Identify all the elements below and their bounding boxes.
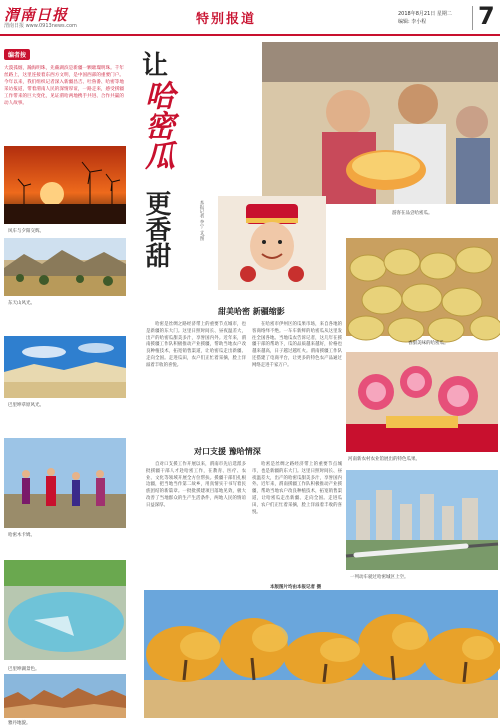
photo-melon-market bbox=[262, 42, 498, 204]
caption-melons: 香甜美味的哈密瓜。 bbox=[408, 341, 449, 346]
page-number: 7 bbox=[478, 2, 495, 30]
editor-note bbox=[4, 42, 124, 107]
photo-melons bbox=[346, 238, 498, 336]
photo-credit: 本版图片均由本报记者 摄 bbox=[270, 585, 322, 590]
editor-note-text: 大漠孤烟，瀚海明珠，先蕨湖滨是新疆一颗璀璨明珠。千年丝路上，这里连接着东西方文明，是中国西部的重要门户。今年以来，我们组织记者深入新疆昌吉、吐鲁番、哈密等地采访报道，带着渭南人民的深情厚谊，一路走来，感受援疆工作带来的巨大变化，见证渭哈两地携手共进、合作共赢的动人故事。 bbox=[4, 66, 124, 106]
section-2-paragraph: 自对口支援工作开展以来，渭南市先后选派多批援疆干部人才赴哈密工作，在教育、医疗、农业、文化等领域开展全方位帮扶。援疆干部们扎根边疆，把当地当作第二故乡，用真情实干书写着民族团结的新篇章。一批批援建项目落地见效，极大改善了当地群众的生产生活条件，两地人民的情谊日益深厚。 bbox=[146, 462, 246, 508]
photo-poplar-forest bbox=[144, 590, 498, 718]
caption-city-train: 一列动车驶过哈密城区上空。 bbox=[350, 575, 409, 580]
title-part-1: 让 bbox=[142, 51, 169, 81]
date-block bbox=[398, 10, 452, 26]
section-2-text-b bbox=[252, 462, 342, 572]
caption-wind: 风车与夕阳交辉。 bbox=[8, 229, 44, 234]
photo-child bbox=[218, 196, 326, 290]
photo-grassland bbox=[4, 336, 126, 398]
photo-lake bbox=[4, 560, 126, 660]
byline: 本报记者 李宁 文/图 bbox=[199, 200, 204, 241]
section-1-text-b bbox=[252, 322, 342, 442]
section-1-title: 甜美哈密 新疆缩影 bbox=[218, 307, 285, 316]
header-divider bbox=[472, 6, 473, 30]
photo-yardang bbox=[4, 674, 126, 718]
title-part-2: 更香甜 bbox=[141, 190, 171, 268]
editor-line: 编辑: 李小程 bbox=[398, 19, 427, 25]
title-highlight: 哈密瓜 bbox=[139, 80, 174, 170]
left-column bbox=[0, 38, 128, 726]
logo-subtitle: 渭南日报 www.0913news.com bbox=[4, 23, 77, 29]
photo-tianshan bbox=[4, 238, 126, 296]
masthead bbox=[0, 0, 500, 36]
newspaper-logo: 渭南日报 bbox=[4, 6, 69, 24]
caption-exhibit: 河南新农村农业馆展出的特色瓜果。 bbox=[348, 457, 420, 462]
photo-dancers bbox=[4, 438, 126, 528]
section-2-title: 对口支援 豫哈情深 bbox=[194, 447, 261, 456]
caption-tianshan: 东天山风光。 bbox=[8, 301, 35, 306]
section-2-text-a bbox=[146, 462, 246, 572]
date-line: 2018年8月21日 星期二 bbox=[398, 11, 452, 17]
caption-dancers: 哈密木卡姆。 bbox=[8, 533, 35, 538]
caption-lake: 巴里坤湖景色。 bbox=[8, 667, 40, 672]
article-title bbox=[139, 51, 190, 270]
right-paragraph: 在哈密市伊州区的瓜果市场，来自各地的客商络绎不绝。一车车新鲜的哈密瓜从这里发往全国各地。当地瓜农告诉记者，这几年在援疆干部的帮助下，瓜的品质越来越好，价格也越来越高，日子越过越红火。渭南援疆工作队还搭建了电商平台，让更多的特色农产品通过网络走进千家万户。 bbox=[252, 322, 342, 368]
photo-exhibit bbox=[346, 352, 498, 452]
caption-melon-market: 游客在品尝哈密瓜。 bbox=[392, 211, 433, 216]
section-title: 特别报道 bbox=[196, 12, 257, 27]
section-1-paragraph: 哈密是丝绸之路经济带上的重要节点城市，也是新疆的东大门。这里日照时间长、昼夜温差大，出产的哈密瓜甜美多汁，享誉国内外。近年来，渭南援疆工作队积极推动产业援疆，帮助当地农户改良种植技术，拓宽销售渠道，让哈密瓜走出新疆、走向全国。走进瓜田，农户们正忙着采摘，脸上洋溢着丰收的喜悦。 bbox=[146, 322, 246, 368]
caption-yardang: 雅丹地貌。 bbox=[8, 721, 31, 726]
editor-note-tag: 编者按 bbox=[4, 49, 30, 60]
photo-city-train bbox=[346, 470, 498, 570]
caption-grassland: 巴里坤草原风光。 bbox=[8, 403, 44, 408]
section-1-text-a bbox=[146, 322, 246, 442]
photo-wind-turbines bbox=[4, 146, 126, 224]
section-2-paragraph-cont: 哈密是丝绸之路经济带上的重要节点城市，也是新疆的东大门。这里日照时间长、昼夜温差大，出产的哈密瓜甜美多汁，享誉国内外。近年来，渭南援疆工作队积极推动产业援疆，帮助当地农户改良种植技术，拓宽销售渠道，让哈密瓜走出新疆、走向全国。走进瓜田，农户们正忙着采摘，脸上洋溢着丰收的喜悦。 bbox=[252, 462, 342, 515]
